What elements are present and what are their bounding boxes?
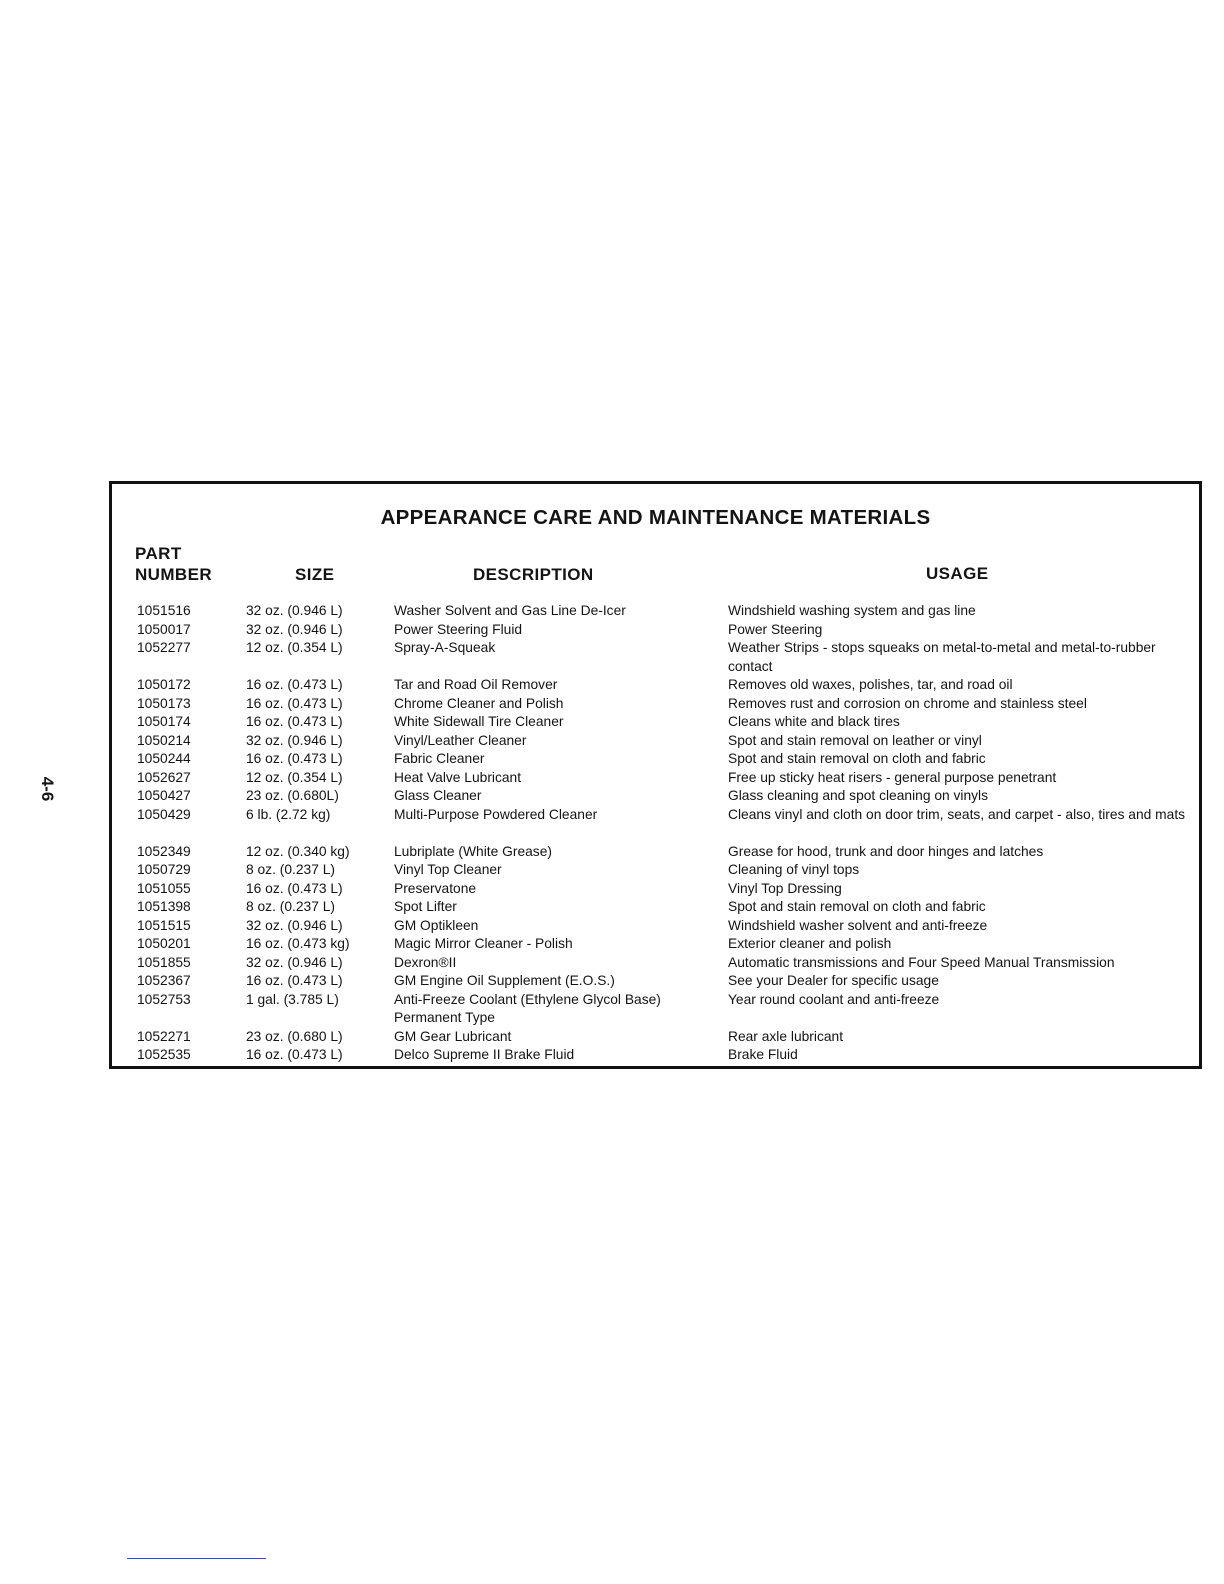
usage-cell: Glass cleaning and spot cleaning on vinyls [728,788,988,803]
table-row [112,843,1199,862]
materials-list [112,602,1199,1065]
usage-cell: Spot and stain removal on leather or vinyl [728,732,982,748]
header-size: SIZE [295,565,335,584]
size-cell: 16 oz. (0.473 L) [246,695,343,711]
description-cell: GM Engine Oil Supplement (E.O.S.) [394,973,615,988]
description-cell: Tar and Road Oil Remover [394,677,558,692]
part-number-cell: 1050201 [137,936,191,951]
usage-cell: Weather Strips - stops squeaks on metal-to-metal and metal-to-rubber contact [728,640,1156,674]
usage-cell: Spot and stain removal on cloth and fabric [728,751,986,766]
size-cell: 32 oz. (0.946 L) [246,954,343,970]
description-cell: Multi-Purpose Powdered Cleaner [394,806,598,822]
part-number-cell: 1052535 [137,1047,191,1062]
table-row [112,695,1199,714]
size-cell: 16 oz. (0.473 L) [246,677,343,692]
usage-cell: Removes old waxes, polishes, tar, and road oil [728,677,1013,692]
part-number-cell: 1050173 [137,695,191,711]
part-number-cell: 1052277 [137,640,191,655]
description-cell: Vinyl/Leather Cleaner [394,732,527,748]
table-row [112,880,1199,899]
usage-cell: Windshield washer solvent and anti-freeze [728,917,988,933]
usage-cell: Free up sticky heat risers - general purpose penetrant [728,769,1057,785]
part-number-cell: 1052753 [137,991,191,1007]
footnote-rule [127,1558,266,1559]
usage-cell: Spot and stain removal on cloth and fabric [728,899,986,914]
size-cell: 23 oz. (0.680L) [246,788,339,803]
part-number-cell: 1050017 [137,621,191,637]
table-row [112,806,1199,843]
description-cell: GM Gear Lubricant [394,1028,512,1044]
part-number-cell: 1051515 [137,917,191,933]
part-number-cell: 1050429 [137,806,191,822]
description-cell: Washer Solvent and Gas Line De-Icer [394,603,626,618]
description-cell: Heat Valve Lubricant [394,769,522,785]
table-row [112,991,1199,1028]
usage-cell: Cleans vinyl and cloth on door trim, seats, and carpet - also, tires and mats [728,806,1186,822]
table-row [112,898,1199,917]
part-number-cell: 1052349 [137,843,191,859]
table-row [112,861,1199,880]
size-cell: 16 oz. (0.473 L) [246,751,343,766]
table-row [112,917,1199,936]
usage-cell: Cleaning of vinyl tops [728,862,860,877]
part-number-cell: 1050729 [137,862,191,877]
description-cell: Delco Supreme II Brake Fluid [394,1047,575,1062]
usage-cell: Grease for hood, trunk and door hinges and latches [728,843,1044,859]
table-row [112,732,1199,751]
description-cell: Spot Lifter [394,899,457,914]
table-row [112,972,1199,991]
header-usage: USAGE [926,564,989,583]
size-cell: 6 lb. (2.72 kg) [246,806,331,822]
header-description: DESCRIPTION [473,565,594,584]
size-cell: 23 oz. (0.680 L) [246,1028,343,1044]
part-number-cell: 1051398 [137,899,191,914]
size-cell: 32 oz. (0.946 L) [246,621,343,637]
part-number-cell: 1050174 [137,714,191,729]
usage-cell: Cleans white and black tires [728,714,900,729]
usage-cell: Vinyl Top Dressing [728,880,842,896]
table-row [112,713,1199,732]
usage-cell: Exterior cleaner and polish [728,936,892,951]
description-cell: GM Optikleen [394,917,479,933]
description-cell: Anti-Freeze Coolant (Ethylene Glycol Base) Permanent Type [394,991,661,1025]
part-number-cell: 1051855 [137,954,191,970]
size-cell: 16 oz. (0.473 L) [246,714,343,729]
description-cell: Lubriplate (White Grease) [394,843,552,859]
table-row [112,787,1199,806]
description-cell: Fabric Cleaner [394,751,485,766]
usage-cell: Removes rust and corrosion on chrome and stainless steel [728,695,1087,711]
usage-cell: Year round coolant and anti-freeze [728,991,940,1007]
table-row [112,621,1199,640]
part-number-cell: 1052627 [137,769,191,785]
table-row [112,935,1199,954]
table-row [112,1046,1199,1065]
description-cell: Magic Mirror Cleaner - Polish [394,936,573,951]
size-cell: 16 oz. (0.473 L) [246,880,343,896]
part-number-cell: 1051516 [137,603,191,618]
size-cell: 16 oz. (0.473 L) [246,1047,343,1062]
description-cell: Power Steering Fluid [394,621,523,637]
size-cell: 32 oz. (0.946 L) [246,732,343,748]
description-cell: Preservatone [394,880,477,896]
description-cell: Glass Cleaner [394,788,482,803]
table-row [112,676,1199,695]
description-cell: Spray-A-Squeak [394,640,496,655]
size-cell: 16 oz. (0.473 kg) [246,936,350,951]
table-row [112,769,1199,788]
usage-cell: See your Dealer for specific usage [728,973,939,988]
materials-table-box [109,481,1202,1069]
table-row [112,602,1199,621]
size-cell: 16 oz. (0.473 L) [246,973,343,988]
size-cell: 8 oz. (0.237 L) [246,862,335,877]
part-number-cell: 1051055 [137,880,191,896]
size-cell: 12 oz. (0.354 L) [246,769,343,785]
header-part-number: PART NUMBER [135,544,213,584]
table-row [112,1028,1199,1047]
size-cell: 32 oz. (0.946 L) [246,603,343,618]
description-cell: White Sidewall Tire Cleaner [394,714,564,729]
size-cell: 12 oz. (0.340 kg) [246,843,350,859]
page-number: 4-6 [38,776,57,802]
usage-cell: Windshield washing system and gas line [728,603,976,618]
size-cell: 1 gal. (3.785 L) [246,991,339,1007]
part-number-cell: 1050172 [137,677,191,692]
description-cell: Chrome Cleaner and Polish [394,695,564,711]
part-number-cell: 1050427 [137,788,191,803]
part-number-cell: 1052271 [137,1028,191,1044]
part-number-cell: 1050214 [137,732,191,748]
usage-cell: Rear axle lubricant [728,1028,844,1044]
usage-cell: Automatic transmissions and Four Speed Manual Transmission [728,954,1115,970]
description-cell: Dexron®II [394,954,457,970]
table-row [112,750,1199,769]
description-cell: Vinyl Top Cleaner [394,862,502,877]
table-row [112,639,1199,676]
usage-cell: Power Steering [728,621,823,637]
size-cell: 12 oz. (0.354 L) [246,640,343,655]
size-cell: 32 oz. (0.946 L) [246,917,343,933]
usage-cell: Brake Fluid [728,1047,798,1062]
part-number-cell: 1050244 [137,751,191,766]
table-row [112,954,1199,973]
size-cell: 8 oz. (0.237 L) [246,899,335,914]
table-title: APPEARANCE CARE AND MAINTENANCE MATERIALS [380,506,931,529]
part-number-cell: 1052367 [137,973,191,988]
